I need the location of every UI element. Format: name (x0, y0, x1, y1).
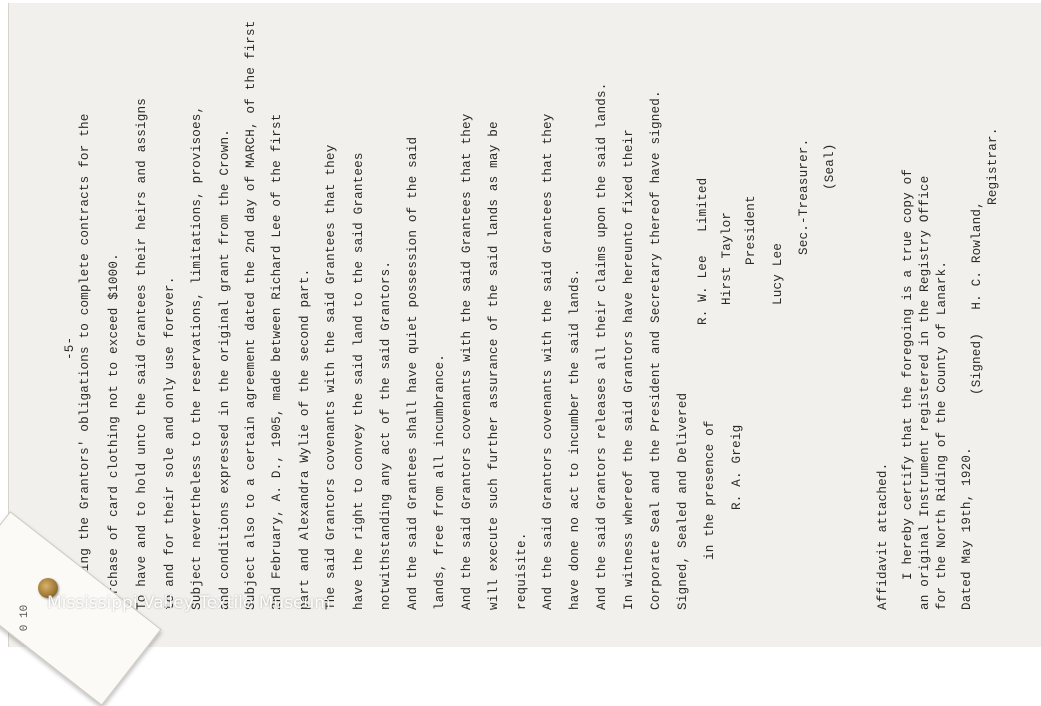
body-line: purchase of card clothing not to exceed $1000. (107, 253, 121, 610)
signature-title: President (744, 195, 758, 265)
body-line: lands, free from all incumbrance. (433, 354, 447, 610)
signature-name: Hirst Taylor (720, 211, 734, 305)
body-line: And the said Grantors releases all their claims upon the said lands. (595, 82, 609, 610)
body-line: have done no act to incumber the said lands. (568, 268, 582, 610)
signature-title: Sec.-Treasurer. (797, 138, 811, 255)
body-line: assuming the Grantors' obligations to complete contracts for the (78, 113, 92, 610)
body-line: Subject nevertheless to the reservations, limitations, provisoes, (190, 105, 204, 610)
certificate-line: for the North Riding of the County of Lanark. (935, 260, 949, 610)
tag-number: 0 10 (19, 604, 32, 632)
registrar-title: Registrar. (986, 127, 1000, 205)
body-line: Subject also to a certain agreement dated the 2nd day of MARCH, of the first (244, 20, 258, 610)
body-line: R. A. Greig (730, 424, 744, 510)
document-tag (0, 520, 175, 660)
affidavit-note: Affidavit attached. (876, 462, 890, 610)
body-line: To have and to hold unto the said Grantees their heirs and assigns (135, 98, 149, 610)
signature-name: Lucy Lee (771, 242, 785, 305)
museum-watermark: Mississippi Valley Textile Museum (47, 593, 331, 613)
body-line: to and for their sole and only use forever. (163, 276, 177, 610)
body-line: Corporate Seal and the President and Secretary thereof have signed. (649, 90, 663, 610)
body-line: and conditions expressed in the original grant from the Crown. (218, 129, 232, 610)
body-line: 2nd February, A. D., 1905, made between Richard Lee of the first (270, 113, 284, 610)
registrar-signature: (Signed) H. C. Rowland, (970, 201, 984, 395)
certificate-date: Dated May 19th, 1920. (960, 447, 974, 610)
body-line: notwithstanding any act of the said Grantors. (379, 260, 393, 610)
page-number: -5- (63, 336, 77, 360)
body-line: In witness whereof the said Grantors have hereunto fixed their (622, 129, 636, 610)
certificate-line: an original Instrument registered in the Registry Office (918, 175, 932, 610)
body-line: The said Grantors covenants with the said Grantees that they (324, 144, 338, 610)
body-line: in the presence of (703, 420, 717, 560)
body-line: And the said Grantors covenants with the said Grantees that they (460, 113, 474, 610)
body-line: And the said Grantees shall have quiet possession of the said (406, 136, 420, 610)
body-line: requisite. (515, 532, 529, 610)
body-line: Signed, Sealed and Delivered (676, 392, 690, 610)
signature-company: R. W. Lee Limited (696, 177, 710, 325)
body-line: have the right to convey the said land to the said Grantees (352, 152, 366, 610)
body-line: part and Alexandra Wylie of the second part. (298, 268, 312, 610)
seal-label: (Seal) (823, 143, 837, 190)
certificate-line: I hereby certify that the foregoing is a true copy of (901, 168, 915, 580)
body-line: And the said Grantors covenants with the said Grantees that they (541, 113, 555, 610)
body-line: will execute such further assurance of the said lands as may be (487, 121, 501, 610)
